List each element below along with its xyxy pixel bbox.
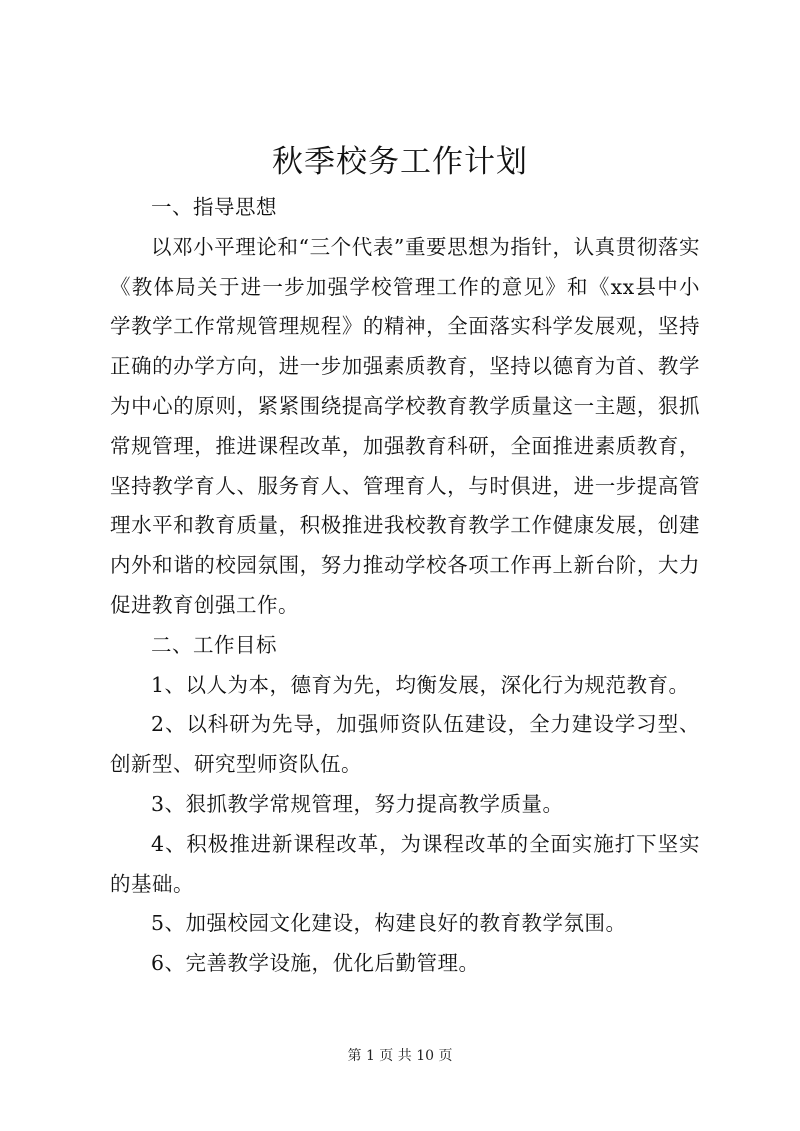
section-heading-work-goals: 二、工作目标 <box>151 632 277 657</box>
goal-item-6: 6、完善教学设施，优化后勤管理。 <box>151 951 480 976</box>
goal-item-5: 5、加强校园文化建设，构建良好的教育教学氛围。 <box>151 911 627 936</box>
section-heading-guiding-ideology: 一、指导思想 <box>151 195 277 219</box>
paragraph-guiding-ideology: 以邓小平理论和“三个代表”重要思想为指针，认真贯彻落实《教体局关于进一步加强学校管理工作的意见》和《xx县中小学教学工作常规管理规程》的精神，全面落实科学发展观，坚持正确的办学方向，进一步加强素质教育，坚持以德育为首、教学为中心的原则，紧紧围绕提高学校教育教学质量这一主题，狠抓常规管理，推进课程改革，加强教育科研，全面推进素质教育，坚持教学育人、服务育人、管理育人，与时俱进，进一步提高管理水平和教育质量，积极推进我校教育教学工作健康发展，创建内外和谐的校园氛围，努力推动学校各项工作再上新台阶，大力促进教育创强工作。 <box>110 234 700 617</box>
goal-item-1: 1、以人为本，德育为先，均衡发展，深化行为规范教育。 <box>151 672 690 697</box>
document-title: 秋季校务工作计划 <box>272 144 528 180</box>
goal-item-2: 2、以科研为先导，加强师资队伍建设，全力建设学习型、创新型、研究型师资队伍。 <box>110 712 700 777</box>
page-footer: 第 1 页 共 10 页 <box>347 1048 453 1064</box>
goal-item-3: 3、狠抓教学常规管理，努力提高教学质量。 <box>151 791 564 816</box>
goal-item-4: 4、积极推进新课程改革，为课程改革的全面实施打下坚实的基础。 <box>110 831 700 896</box>
document-body <box>110 188 700 984</box>
